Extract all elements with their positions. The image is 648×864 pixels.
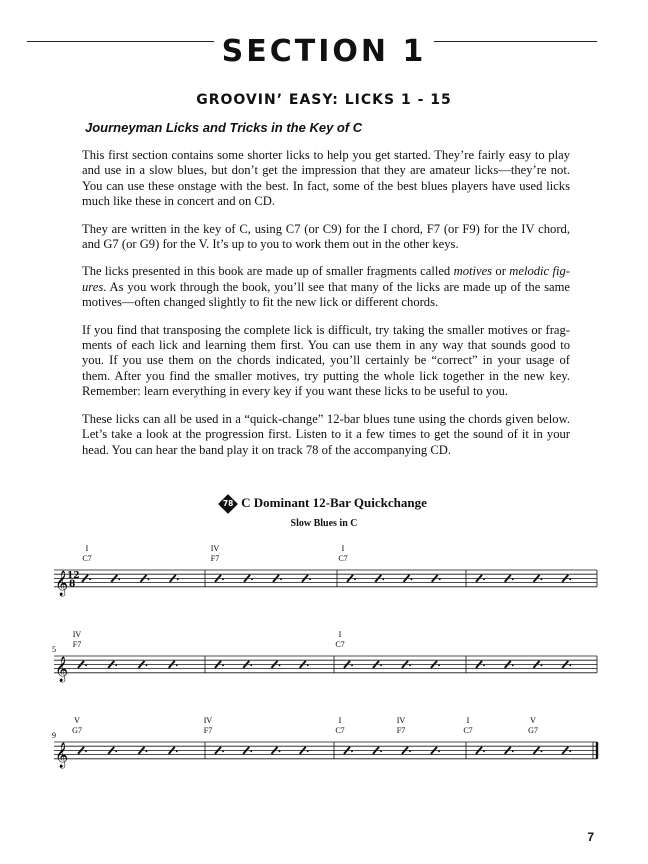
dot	[483, 579, 485, 581]
dot	[351, 665, 353, 667]
chord-name: C7	[82, 554, 92, 563]
music-subtitle: Slow Blues in C	[290, 518, 358, 529]
chord-numeral: IV	[72, 630, 82, 639]
dot	[307, 751, 309, 753]
chord-name: F7	[396, 726, 406, 735]
dot	[512, 665, 514, 667]
dot	[512, 751, 514, 753]
chord-name: G7	[528, 726, 538, 735]
section-title: SECTION 1	[0, 34, 648, 69]
treble-clef-icon: 𝄞	[55, 656, 69, 682]
chord-numeral: I	[338, 716, 342, 725]
dot	[279, 751, 281, 753]
chord-numeral: V	[530, 716, 536, 725]
dot	[483, 665, 485, 667]
dot	[176, 665, 178, 667]
treble-clef-icon: 𝄞	[55, 742, 69, 768]
dot	[411, 579, 413, 581]
measure-number: 5	[52, 645, 56, 654]
dot	[222, 579, 224, 581]
dot	[251, 579, 253, 581]
dot	[146, 751, 148, 753]
measure-number: 9	[52, 731, 56, 740]
dot	[148, 579, 150, 581]
time-signature-top: 12	[67, 571, 80, 581]
paragraph-3: The licks presented in this book are made up of smaller fragments called motives or melodic fig-ures. As you work through the book, you’ll see that many of the licks are made up of the same motives—often changed slightly to fit the new lick or different chords.	[82, 264, 570, 310]
dot	[176, 751, 178, 753]
chord-name: F7	[210, 554, 220, 563]
dot	[309, 579, 311, 581]
dot	[280, 579, 282, 581]
dot	[409, 751, 411, 753]
dot	[250, 751, 252, 753]
chord-name: G7	[72, 726, 82, 735]
dot	[85, 665, 87, 667]
dot	[569, 579, 571, 581]
dot	[85, 751, 87, 753]
dot	[222, 665, 224, 667]
dot	[541, 579, 543, 581]
dot	[541, 665, 543, 667]
page-number: 7	[587, 830, 594, 844]
chord-name: C7	[335, 726, 345, 735]
chord-numeral: V	[74, 716, 80, 725]
chord-numeral: IV	[210, 544, 220, 553]
dot	[512, 579, 514, 581]
paragraph-2: They are written in the key of C, using C7 (or C9) for the I chord, F7 (or F9) for the IV chord, and G7 (or G9) for the V. It’s up to you to work them out in the other keys.	[82, 221, 570, 252]
dot	[177, 579, 179, 581]
treble-clef-icon: 𝄞	[55, 570, 69, 596]
dot	[382, 579, 384, 581]
music-title: 78 C Dominant 12-Bar Quickchange	[0, 495, 648, 511]
chord-name: C7	[463, 726, 473, 735]
dot	[250, 665, 252, 667]
time-signature-bottom: 8	[69, 579, 76, 590]
dot	[569, 751, 571, 753]
dot	[380, 751, 382, 753]
dot	[354, 579, 356, 581]
section-subtitle: GROOVIN’ EASY: LICKS 1 - 15	[196, 92, 452, 108]
dot	[483, 751, 485, 753]
chord-numeral: IV	[203, 716, 213, 725]
dot	[439, 579, 441, 581]
chord-name: F7	[203, 726, 213, 735]
subsection-heading: Journeyman Licks and Tricks in the Key of C	[85, 120, 363, 135]
paragraph-4: If you find that transposing the complete lick is difficult, try taking the smaller motives or frag-ments of each lick and learning them first. You can use them in any way that sounds good to you. If you use them on the chords indicated, you’ll certainly be “correct” in your usage of them. After you find the smaller motives, try putting the whole lick together in the new key. Remember: learn everything in every key if you want these licks to be useful to you.	[82, 322, 570, 399]
dot	[146, 665, 148, 667]
chord-numeral: IV	[396, 716, 406, 725]
dot	[279, 665, 281, 667]
paragraph-1: This first section contains some shorter licks to help you get started. They’re fairly easy to play and use in a slow blues, but don’t get the impression that they are amateur licks—they’re not. You can use these onstage with the best. In fact, some of the best blues players have used licks much like these in concert and on CD.	[82, 148, 570, 209]
dot	[115, 665, 117, 667]
dot	[438, 751, 440, 753]
chord-numeral: I	[466, 716, 470, 725]
chord-numeral: I	[341, 544, 345, 553]
dot	[307, 665, 309, 667]
paragraph-5: These licks can all be used in a “quick-change” 12-bar blues tune using the chords given below. Let’s take a look at the progression first. Listen to it a few times to get the sound of it in your head. You can hear the band play it on track 78 of the accompanying CD.	[82, 411, 570, 457]
chord-name: C7	[338, 554, 348, 563]
dot	[569, 665, 571, 667]
dot	[115, 751, 117, 753]
dot	[438, 665, 440, 667]
chord-numeral: I	[338, 630, 342, 639]
chord-numeral: I	[85, 544, 89, 553]
dot	[89, 579, 91, 581]
dot	[380, 665, 382, 667]
cd-track-icon: 78	[218, 494, 238, 514]
chord-name: C7	[335, 640, 345, 649]
dot	[409, 665, 411, 667]
chord-name: F7	[72, 640, 82, 649]
dot	[118, 579, 120, 581]
dot	[222, 751, 224, 753]
dot	[541, 751, 543, 753]
dot	[351, 751, 353, 753]
